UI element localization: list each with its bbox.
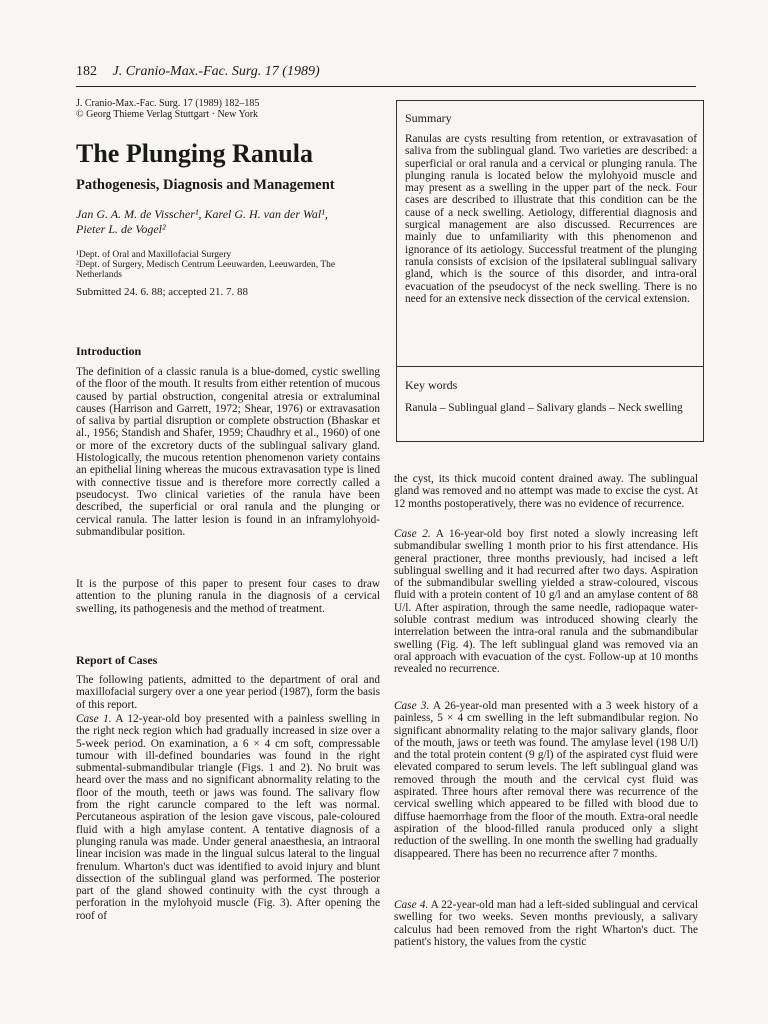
submission-dates: Submitted 24. 6. 88; accepted 21. 7. 88	[76, 286, 248, 298]
case-text: A 12-year-old boy presented with a painless swelling in the right neck region which had gradually increased in size over a 5-week period. On examination, a 6 × 4 cm soft, compressable tumour with ill-defined boundaries was found in the right submental-submandibular triangle (Figs. 1 and 2). No bruit was heard over the mass and no significant abnormality relating to the floor of the mouth, teeth or jaws was found. The salivary flow from the right caruncle compared to the left was normal. Percutaneous aspiration of the lesion gave viscous, pale-coloured fluid with a high amylase content. A tentative diagnosis of a plunging ranula was made. Under general anaesthesia, an intraoral linear incision was made in the lingual sulcus lateral to the lingual frenulum. Wharton's duct was identified to avoid injury and blunt dissection of the sublingual gland was performed. The posterior part of the gland showed continuity with the cyst through a perforation in the mylohyoid muscle (Fig. 3). After opening the roof of	[76, 713, 380, 922]
case-4-paragraph	[394, 899, 698, 948]
summary-text: Ranulas are cysts resulting from retention, or extravasation of saliva from the sublingual gland. Two varieties are described: a superficial or oral ranula and a cervical or plunging ranula. The plunging ranula is located below the mylohyoid muscle and may present as a swelling in the upper part of the neck. Four cases are described to illustrate that this condition can be the cause of a neck swelling. Aetiology, differential diagnosis and surgical management are also discussed. Recurrences are mainly due to unfamiliarity with this phenomenon and ignorance of its aetiology. Successful treatment of the plunging ranula consists of excision of the ipsilateral sublingual salivary gland, which is the source of this disorder, and intra-oral evacuation of the pseudocyst of the neck swelling. There is no need for an extensive neck dissection of the cervical extension.	[405, 133, 697, 305]
keywords-heading: Key words	[405, 378, 458, 392]
summary-heading: Summary	[405, 111, 452, 125]
introduction-heading: Introduction	[76, 344, 142, 358]
affiliation: ¹Dept. of Oral and Maxillofacial Surgery	[76, 250, 232, 260]
case-lead: Case 3.	[394, 700, 430, 712]
citation	[76, 98, 376, 120]
case-lead: Case 4.	[394, 899, 429, 911]
running-header	[76, 64, 696, 80]
report-heading: Report of Cases	[76, 653, 158, 667]
case-3-paragraph	[394, 700, 698, 860]
case-2-paragraph	[394, 528, 698, 676]
affiliation: ²Dept. of Surgery, Medisch Centrum Leeuwarden, Leeuwarden, The Netherlands	[76, 260, 336, 280]
article-subtitle: Pathogenesis, Diagnosis and Management	[76, 177, 335, 193]
keywords-text: Ranula – Sublingual gland – Salivary glands – Neck swelling	[405, 402, 683, 414]
authors-line: Jan G. A. M. de Visscher¹, Karel G. H. van der Wal¹,	[76, 207, 328, 221]
case-1-paragraph	[76, 713, 380, 922]
citation-line: J. Cranio-Max.-Fac. Surg. 17 (1989) 182–185	[76, 98, 260, 109]
header-rule	[76, 86, 696, 87]
page-number: 182	[76, 64, 97, 79]
summary-box-divider	[396, 366, 704, 367]
case-text: A 22-year-old man had a left-sided sublingual and cervical swelling for two weeks. Seven months previously, a salivary calculus had been removed from the right Wharton's duct. The patient's history, the values from the cystic	[394, 899, 698, 948]
authors	[76, 207, 386, 237]
article-title: The Plunging Ranula	[76, 139, 313, 168]
case-text: A 26-year-old man presented with a 3 week history of a painless, 5 × 4 cm swelling in the left submandibular region. No significant abnormality relating to the major salivary glands, floor of the mouth, jaws or teeth was found. The amylase level (198 U/l) and the total protein content (9 g/l) of the aspirated cyst fluid were elevated compared to serum levels. The left sublingual gland was removed through the mouth and the cervical cyst fluid was aspirated. Three hours after removal there was recurrence of the cervical swelling which appeared to be filled with blood due to diffuse haemorrhage from the floor of the mouth. Extra-oral needle aspiration of the blood-filled ranula produced only a slight reduction of the swelling. In one month the swelling had gradually disappeared. There has been no recurrence after 7 months.	[394, 700, 698, 860]
case-lead: Case 2.	[394, 528, 431, 540]
journal-name: J. Cranio-Max.-Fac. Surg. 17 (1989)	[112, 64, 320, 79]
affiliations	[76, 250, 376, 280]
copyright-line: © Georg Thieme Verlag Stuttgart · New York	[76, 109, 259, 120]
case-text: A 16-year-old boy first noted a slowly increasing left submandibular swelling 1 month prior to his first attendance. His general practioner, three months previously, had incised a left sublingual swelling and it had recurred after two days. Aspiration of the submandibular swelling yielded a straw-coloured, viscous fluid with a protein content of 10 g/l and an amylase content of 88 U/l. After aspiration, through the same needle, radiopaque water-soluble contrast medium was introduced showing clearly the interrelation between the intra-oral ranula and the submandibular swelling (Fig. 4). The left sublingual gland was removed via an oral approach with evacuation of the cyst. Follow-up at 10 months revealed no recurrence.	[394, 528, 698, 676]
case-1-continuation: the cyst, its thick mucoid content drained away. The sublingual gland was removed and no attempt was made to excise the cyst. At 12 months postoperatively, there was no evidence of recurrence.	[394, 473, 698, 510]
case-lead: Case 1.	[76, 713, 112, 725]
authors-line: Pieter L. de Vogel²	[76, 222, 166, 236]
report-paragraph: The following patients, admitted to the department of oral and maxillofacial surgery over a one year period (1987), form the basis of this report.	[76, 674, 380, 711]
introduction-paragraph: The definition of a classic ranula is a blue-domed, cystic swelling of the floor of the mouth. It results from either retention of mucous caused by partial obstruction, congenital atresia or extraluminal causes (Harrison and Garrett, 1972; Shear, 1976) or extravasation of saliva by partial disruption or complete obstruction (Bhaskar et al., 1956; Standish and Shafer, 1959; Chaudhry et al., 1960) of one or more of the excretory ducts of the sublingual salivary gland. Histologically, the mucous retention phenomenon variety contains an epithelial lining whereas the mucous extravasation type is lined with connective tissue and is therefore more correctly called a pseudocyst. Two clinical varieties of the ranula have been described, the superficial or oral ranula and the plunging or cervical ranula. The latter lesion is found in an inframylohyoid-submandibular position.	[76, 366, 380, 538]
introduction-paragraph: It is the purpose of this paper to present four cases to draw attention to the pluning ranula in the diagnosis of a cervical swelling, its pathogenesis and the method of treatment.	[76, 578, 380, 615]
